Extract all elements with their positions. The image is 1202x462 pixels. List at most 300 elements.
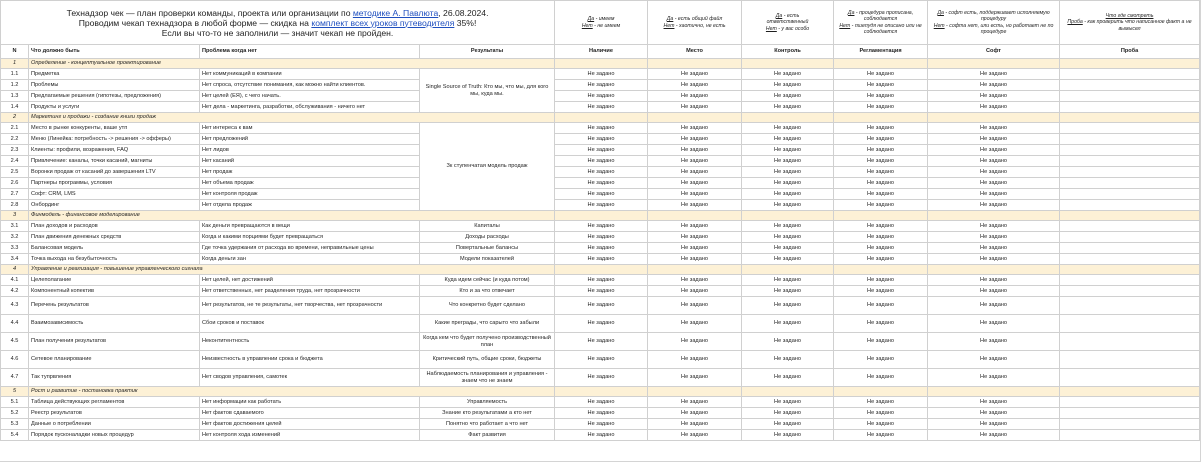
probe-cell[interactable] <box>1060 102 1200 113</box>
row-problem[interactable]: Нет сводов управления, самотек <box>200 369 420 387</box>
table-row <box>1 134 1200 145</box>
legend-regulation <box>834 1 928 45</box>
status-cell[interactable]: Не задано <box>555 408 648 419</box>
legend-line: Нет - не имеем <box>581 22 621 29</box>
row-result[interactable]: Что конкретно будет сделано <box>420 297 555 315</box>
status-cell[interactable]: Не задано <box>648 145 742 156</box>
row-result-merged[interactable]: Single Source of Truth: Кто мы, что мы, для кого мы, куда мы. <box>420 69 555 113</box>
table-row <box>1 69 1200 80</box>
status-cell[interactable]: Не задано <box>834 408 928 419</box>
probe-cell[interactable] <box>1060 189 1200 200</box>
status-cell[interactable]: Не задано <box>648 189 742 200</box>
status-cell[interactable]: Не задано <box>928 397 1060 408</box>
table-row <box>1 254 1200 265</box>
section-empty-cell <box>1060 387 1200 397</box>
status-cell[interactable]: Не задано <box>555 221 648 232</box>
status-cell[interactable]: Не задано <box>648 167 742 178</box>
row-problem[interactable]: Нет объема продаж <box>200 178 420 189</box>
probe-cell[interactable] <box>1060 369 1200 387</box>
status-cell[interactable]: Не задано <box>648 91 742 102</box>
section-title: Финмодель - финансовое моделирование <box>29 211 555 221</box>
section-empty-cell <box>648 113 742 123</box>
section-row <box>1 113 1200 123</box>
row-problem[interactable]: Неизвестность в управлении срока и бюджета <box>200 351 420 369</box>
status-cell[interactable]: Не задано <box>648 243 742 254</box>
legend-line: Да - есть <box>775 13 800 20</box>
section-title: Рост и развитие - постановка практик <box>29 387 555 397</box>
section-empty-cell <box>928 113 1060 123</box>
table-row <box>1 221 1200 232</box>
table-row <box>1 369 1200 387</box>
row-what[interactable]: Так тупрвления <box>29 369 200 387</box>
status-cell[interactable]: Не задано <box>834 232 928 243</box>
probe-cell[interactable] <box>1060 297 1200 315</box>
status-cell[interactable]: Не задано <box>928 134 1060 145</box>
status-cell[interactable]: Не задано <box>928 297 1060 315</box>
status-cell[interactable]: Не задано <box>834 69 928 80</box>
row-what[interactable]: Взаимозависимость <box>29 315 200 333</box>
row-result[interactable]: Повертальные балансы <box>420 243 555 254</box>
status-cell[interactable]: Не задано <box>834 243 928 254</box>
legend-line: Нет - хаотично, не есть <box>663 22 726 29</box>
probe-cell[interactable] <box>1060 315 1200 333</box>
table-row <box>1 145 1200 156</box>
row-problem[interactable]: Нет результатов, не те результаты, нет творчества, нет прозрачности <box>200 297 420 315</box>
status-cell[interactable]: Не задано <box>648 232 742 243</box>
row-problem[interactable]: Нет целей, нет достижений <box>200 275 420 286</box>
status-cell[interactable]: Не задано <box>555 430 648 441</box>
status-cell[interactable]: Не задано <box>928 369 1060 387</box>
status-cell[interactable]: Не задано <box>555 102 648 113</box>
row-number: 1.1 <box>1 69 29 80</box>
status-cell[interactable]: Не задано <box>928 408 1060 419</box>
status-cell[interactable]: Не задано <box>648 408 742 419</box>
col-regulation: Регламентация <box>834 45 928 59</box>
status-cell[interactable]: Не задано <box>742 243 834 254</box>
row-problem[interactable]: Нет фактов сдаваемого <box>200 408 420 419</box>
section-number: 5 <box>1 387 29 397</box>
row-result[interactable]: Управляемость <box>420 397 555 408</box>
status-cell[interactable]: Не задано <box>648 69 742 80</box>
row-what[interactable]: Точка выхода на безубыточность <box>29 254 200 265</box>
status-cell[interactable]: Не задано <box>834 333 928 351</box>
row-problem[interactable]: Нет лидов <box>200 145 420 156</box>
status-cell[interactable]: Не задано <box>555 178 648 189</box>
status-cell[interactable]: Не задано <box>555 123 648 134</box>
row-problem[interactable]: Нет спроса, отсутствие понимания, как можно найти клиентов. <box>200 80 420 91</box>
column-header-row <box>1 45 1200 59</box>
row-what[interactable]: Порядок пусконаладки новых процедур <box>29 430 200 441</box>
legend-line: Да - имеем <box>587 16 615 23</box>
probe-cell[interactable] <box>1060 156 1200 167</box>
status-cell[interactable]: Не задано <box>928 333 1060 351</box>
probe-cell[interactable] <box>1060 80 1200 91</box>
row-what[interactable]: Балансовая модель <box>29 243 200 254</box>
status-cell[interactable]: Не задано <box>648 351 742 369</box>
row-problem[interactable]: Нет целей (ЕЯ), с чего начать. <box>200 91 420 102</box>
status-cell[interactable]: Не задано <box>928 200 1060 211</box>
probe-cell[interactable] <box>1060 200 1200 211</box>
status-cell[interactable]: Не задано <box>742 221 834 232</box>
probe-cell[interactable] <box>1060 254 1200 265</box>
status-cell[interactable]: Не задано <box>928 351 1060 369</box>
status-cell[interactable]: Не задано <box>834 430 928 441</box>
row-number: 5.3 <box>1 419 29 430</box>
status-cell[interactable]: Не задано <box>648 297 742 315</box>
legend-line: Нет - пшепудя не описано или не соблюдается <box>839 22 922 35</box>
section-title: Управление и реализация - повышение управленческого сигнала <box>29 265 555 275</box>
row-problem[interactable]: Нет отдела продаж <box>200 200 420 211</box>
row-problem[interactable]: Когда деньги зан <box>200 254 420 265</box>
status-cell[interactable]: Не задано <box>555 333 648 351</box>
status-cell[interactable]: Не задано <box>834 315 928 333</box>
probe-cell[interactable] <box>1060 275 1200 286</box>
status-cell[interactable]: Не задано <box>928 315 1060 333</box>
status-cell[interactable]: Не задано <box>648 134 742 145</box>
status-cell[interactable]: Не задано <box>928 221 1060 232</box>
section-empty-cell <box>742 265 834 275</box>
row-problem[interactable]: Нет контроля продаж <box>200 189 420 200</box>
row-result[interactable]: Когда кем что будет получено производственный план <box>420 333 555 351</box>
row-problem[interactable]: Нет ответственных, нет разделения труда, нет прозрачности <box>200 286 420 297</box>
status-cell[interactable]: Не задано <box>555 145 648 156</box>
row-number: 1.3 <box>1 91 29 102</box>
row-number: 2.2 <box>1 134 29 145</box>
status-cell[interactable]: Не задано <box>928 286 1060 297</box>
probe-cell[interactable] <box>1060 91 1200 102</box>
status-cell[interactable]: Не задано <box>928 243 1060 254</box>
status-cell[interactable]: Не задано <box>928 254 1060 265</box>
status-cell[interactable]: Не задано <box>742 69 834 80</box>
row-problem[interactable]: Нет касаний <box>200 156 420 167</box>
status-cell[interactable]: Не задано <box>928 123 1060 134</box>
status-cell[interactable]: Не задано <box>555 200 648 211</box>
status-cell[interactable]: Не задано <box>834 80 928 91</box>
row-result[interactable]: Модели показателей <box>420 254 555 265</box>
row-what[interactable]: Предлагаемые решения (гипотезы, предложения) <box>29 91 200 102</box>
status-cell[interactable]: Не задано <box>928 69 1060 80</box>
status-cell[interactable]: Не задано <box>555 419 648 430</box>
row-result[interactable]: Критический путь, общие сроки, бюджеты <box>420 351 555 369</box>
status-cell[interactable]: Не задано <box>648 80 742 91</box>
status-cell[interactable]: Не задано <box>742 167 834 178</box>
status-cell[interactable]: Не задано <box>742 91 834 102</box>
table-row <box>1 102 1200 113</box>
row-what[interactable]: Онбординг <box>29 200 200 211</box>
section-empty-cell <box>742 211 834 221</box>
row-number: 2.7 <box>1 189 29 200</box>
status-cell[interactable]: Не задано <box>928 156 1060 167</box>
row-number: 3.1 <box>1 221 29 232</box>
probe-cell[interactable] <box>1060 419 1200 430</box>
status-cell[interactable]: Не задано <box>834 275 928 286</box>
row-result[interactable]: Кто и за что отвечает <box>420 286 555 297</box>
row-problem[interactable]: Нет продаж <box>200 167 420 178</box>
status-cell[interactable]: Не задано <box>555 167 648 178</box>
status-cell[interactable]: Не задано <box>834 297 928 315</box>
row-what[interactable]: Таблица действующих регламентов <box>29 397 200 408</box>
status-cell[interactable]: Не задано <box>742 419 834 430</box>
row-what[interactable]: Клиенты: профили, возражения, FAQ <box>29 145 200 156</box>
status-cell[interactable]: Не задано <box>928 419 1060 430</box>
status-cell[interactable]: Не задано <box>742 397 834 408</box>
probe-cell[interactable] <box>1060 351 1200 369</box>
status-cell[interactable]: Не задано <box>555 156 648 167</box>
status-cell[interactable]: Не задано <box>834 200 928 211</box>
section-number: 4 <box>1 265 29 275</box>
probe-cell[interactable] <box>1060 123 1200 134</box>
status-cell[interactable]: Не задано <box>834 189 928 200</box>
status-cell[interactable]: Не задано <box>834 221 928 232</box>
row-problem[interactable]: Нет дела - маркетинга, разработки, обслуживания - ничего нет <box>200 102 420 113</box>
probe-cell[interactable] <box>1060 232 1200 243</box>
row-what[interactable]: Меню (Линейка: потребность -> решения -> офферы) <box>29 134 200 145</box>
col-results: Результаты <box>420 45 555 59</box>
status-cell[interactable]: Не задано <box>834 145 928 156</box>
status-cell[interactable]: Не задано <box>742 408 834 419</box>
legend-line: Нет - у вас особо <box>765 25 810 32</box>
status-cell[interactable]: Не задано <box>648 369 742 387</box>
status-cell[interactable]: Не задано <box>742 254 834 265</box>
row-what[interactable]: Компонентный копектив <box>29 286 200 297</box>
row-result[interactable]: Наблюдаемость планирования и управления - знаем что не знаем <box>420 369 555 387</box>
status-cell[interactable]: Не задано <box>834 419 928 430</box>
table-row <box>1 232 1200 243</box>
row-what[interactable]: Партнеры программы, условия <box>29 178 200 189</box>
status-cell[interactable]: Не задано <box>555 286 648 297</box>
status-cell[interactable]: Не задано <box>742 315 834 333</box>
row-problem[interactable]: Нет информации как работать <box>200 397 420 408</box>
status-cell[interactable]: Не задано <box>555 91 648 102</box>
status-cell[interactable]: Не задано <box>834 134 928 145</box>
status-cell[interactable]: Не задано <box>742 102 834 113</box>
status-cell[interactable]: Не задано <box>648 178 742 189</box>
status-cell[interactable]: Не задано <box>928 167 1060 178</box>
probe-cell[interactable] <box>1060 178 1200 189</box>
status-cell[interactable]: Не задано <box>555 80 648 91</box>
row-result[interactable]: Знание кто результатами а кто нет <box>420 408 555 419</box>
status-cell[interactable]: Не задано <box>928 232 1060 243</box>
status-cell[interactable]: Не задано <box>742 333 834 351</box>
status-cell[interactable]: Не задано <box>928 91 1060 102</box>
row-result[interactable]: Понятно что работает а что нет <box>420 419 555 430</box>
section-number: 2 <box>1 113 29 123</box>
status-cell[interactable]: Не задано <box>834 369 928 387</box>
status-cell[interactable]: Не задано <box>648 221 742 232</box>
row-result-merged[interactable]: Зк ступенчатая модель продаж <box>420 123 555 211</box>
row-problem[interactable]: Неконтитентность <box>200 333 420 351</box>
probe-cell[interactable] <box>1060 134 1200 145</box>
status-cell[interactable]: Не задано <box>555 232 648 243</box>
status-cell[interactable]: Не задано <box>742 351 834 369</box>
probe-cell[interactable] <box>1060 243 1200 254</box>
row-what[interactable]: План доходов и расходов <box>29 221 200 232</box>
row-what[interactable]: Предметка <box>29 69 200 80</box>
row-result[interactable]: Какие преграды, что сарыто что забыли <box>420 315 555 333</box>
row-what[interactable]: Проблемы <box>29 80 200 91</box>
row-problem[interactable]: Нет коммуникаций в компании <box>200 69 420 80</box>
status-cell[interactable]: Не задано <box>742 178 834 189</box>
table-row <box>1 286 1200 297</box>
row-what[interactable]: Данные о потреблении <box>29 419 200 430</box>
row-what[interactable]: План получения результатов <box>29 333 200 351</box>
title-date: , 26.08.2024. <box>438 7 489 18</box>
status-cell[interactable]: Не задано <box>834 397 928 408</box>
status-cell[interactable]: Не задано <box>648 333 742 351</box>
row-what[interactable]: Место в рынке конкуренты, ваше утп <box>29 123 200 134</box>
status-cell[interactable]: Не задано <box>742 145 834 156</box>
row-what[interactable]: Сетевое планирование <box>29 351 200 369</box>
status-cell[interactable]: Не задано <box>648 397 742 408</box>
row-problem[interactable]: Где точка удержания от расхода во времени, неправильные цены <box>200 243 420 254</box>
status-cell[interactable]: Не задано <box>834 178 928 189</box>
status-cell[interactable]: Не задано <box>648 275 742 286</box>
status-cell[interactable]: Не задано <box>648 102 742 113</box>
status-cell[interactable]: Не задано <box>648 156 742 167</box>
row-result[interactable]: Факт развития <box>420 430 555 441</box>
row-what[interactable]: Воронки продаж от касаний до завершения LTV <box>29 167 200 178</box>
status-cell[interactable]: Не задано <box>648 286 742 297</box>
status-cell[interactable]: Не задано <box>648 254 742 265</box>
probe-cell[interactable] <box>1060 221 1200 232</box>
status-cell[interactable]: Не задано <box>834 254 928 265</box>
row-what[interactable]: Продукты и услуги <box>29 102 200 113</box>
probe-cell[interactable] <box>1060 408 1200 419</box>
status-cell[interactable]: Не задано <box>555 189 648 200</box>
method-link[interactable]: методике А. Павлюта <box>352 7 439 18</box>
col-probe: Проба <box>1060 45 1200 59</box>
section-empty-cell <box>648 59 742 69</box>
probe-cell[interactable] <box>1060 397 1200 408</box>
status-cell[interactable]: Не задано <box>648 419 742 430</box>
row-result[interactable]: Капиталы <box>420 221 555 232</box>
status-cell[interactable]: Не задано <box>834 156 928 167</box>
row-number: 4.6 <box>1 351 29 369</box>
status-cell[interactable]: Не задано <box>742 369 834 387</box>
status-cell[interactable]: Не задано <box>648 200 742 211</box>
status-cell[interactable]: Не задано <box>928 145 1060 156</box>
status-cell[interactable]: Не задано <box>742 200 834 211</box>
status-cell[interactable]: Не задано <box>834 167 928 178</box>
legend-software <box>928 1 1060 45</box>
status-cell[interactable]: Не задано <box>928 189 1060 200</box>
table-row <box>1 333 1200 351</box>
legend-control <box>742 1 834 45</box>
row-problem[interactable]: Нет контроля хода изменений <box>200 430 420 441</box>
status-cell[interactable]: Не задано <box>928 80 1060 91</box>
row-what[interactable]: Целеполагание <box>29 275 200 286</box>
status-cell[interactable]: Не задано <box>834 123 928 134</box>
row-what[interactable]: Реестр результатов <box>29 408 200 419</box>
row-problem[interactable]: Как деньги превращаются в вещи <box>200 221 420 232</box>
row-number: 2.4 <box>1 156 29 167</box>
section-title: Определение - концептуальное проектирование <box>29 59 555 69</box>
status-cell[interactable]: Не задано <box>555 351 648 369</box>
probe-cell[interactable] <box>1060 333 1200 351</box>
title-line3: Если вы что-то не заполнили — значит чекап не пройден. <box>161 27 394 38</box>
status-cell[interactable]: Не задано <box>742 286 834 297</box>
status-cell[interactable]: Не задано <box>928 102 1060 113</box>
status-cell[interactable]: Не задано <box>834 286 928 297</box>
status-cell[interactable]: Не задано <box>742 430 834 441</box>
section-empty-cell <box>834 387 928 397</box>
status-cell[interactable]: Не задано <box>555 254 648 265</box>
col-control: Контроль <box>742 45 834 59</box>
status-cell[interactable]: Не задано <box>834 91 928 102</box>
row-number: 3.2 <box>1 232 29 243</box>
status-cell[interactable]: Не задано <box>742 189 834 200</box>
row-result[interactable]: Доходы расходы <box>420 232 555 243</box>
section-empty-cell <box>742 387 834 397</box>
section-empty-cell <box>834 265 928 275</box>
section-empty-cell <box>1060 265 1200 275</box>
section-empty-cell <box>1060 113 1200 123</box>
status-cell[interactable]: Не задано <box>742 156 834 167</box>
status-cell[interactable]: Не задано <box>555 275 648 286</box>
col-n: N <box>1 45 29 59</box>
status-cell[interactable]: Не задано <box>648 123 742 134</box>
probe-cell[interactable] <box>1060 430 1200 441</box>
row-result[interactable]: Куда идем сейчас (и куда потом) <box>420 275 555 286</box>
title-line2: Проводим чекап технадзора в любой форме — скидка на <box>78 17 312 28</box>
row-what[interactable]: План движения денежных средств <box>29 232 200 243</box>
probe-cell[interactable] <box>1060 167 1200 178</box>
row-problem[interactable]: Сбои сроков и поставок <box>200 315 420 333</box>
table-row <box>1 156 1200 167</box>
status-cell[interactable]: Не задано <box>648 430 742 441</box>
status-cell[interactable]: Не задано <box>555 243 648 254</box>
status-cell[interactable]: Не задано <box>742 275 834 286</box>
status-cell[interactable]: Не задано <box>555 297 648 315</box>
status-cell[interactable]: Не задано <box>928 275 1060 286</box>
status-cell[interactable]: Не задано <box>834 351 928 369</box>
section-empty-cell <box>555 113 648 123</box>
lessons-link[interactable]: комплект всех уроков путеводителя <box>311 17 455 28</box>
legend-presence <box>555 1 648 45</box>
status-cell[interactable]: Не задано <box>555 397 648 408</box>
section-row <box>1 211 1200 221</box>
section-empty-cell <box>555 211 648 221</box>
row-what[interactable]: Софт: CRM, LMS <box>29 189 200 200</box>
legend-line: Да - софт есть, поддерживает исполняемую процедуру <box>937 10 1050 23</box>
row-what[interactable]: Привлечение: каналы, точки касаний, магниты <box>29 156 200 167</box>
status-cell[interactable]: Не задано <box>648 315 742 333</box>
status-cell[interactable]: Не задано <box>555 315 648 333</box>
status-cell[interactable]: Не задано <box>742 232 834 243</box>
status-cell[interactable]: Не задано <box>834 102 928 113</box>
status-cell[interactable]: Не задано <box>928 430 1060 441</box>
row-number: 2.8 <box>1 200 29 211</box>
status-cell[interactable]: Не задано <box>555 134 648 145</box>
probe-cell[interactable] <box>1060 286 1200 297</box>
status-cell[interactable]: Не задано <box>742 123 834 134</box>
col-problem: Проблема когда нет <box>200 45 420 59</box>
row-problem[interactable]: Нет фактов достижения целей <box>200 419 420 430</box>
row-problem[interactable]: Нет предложений <box>200 134 420 145</box>
row-number: 2.5 <box>1 167 29 178</box>
row-problem[interactable]: Когда и какими порциями будет превращаться <box>200 232 420 243</box>
status-cell[interactable]: Не задано <box>742 80 834 91</box>
probe-cell[interactable] <box>1060 69 1200 80</box>
status-cell[interactable]: Не задано <box>555 369 648 387</box>
row-what[interactable]: Перечень результатов <box>29 297 200 315</box>
probe-cell[interactable] <box>1060 145 1200 156</box>
status-cell[interactable]: Не задано <box>742 297 834 315</box>
status-cell[interactable]: Не задано <box>742 134 834 145</box>
row-problem[interactable]: Нет интереса к вам <box>200 123 420 134</box>
status-cell[interactable]: Не задано <box>928 178 1060 189</box>
status-cell[interactable]: Не задано <box>555 69 648 80</box>
